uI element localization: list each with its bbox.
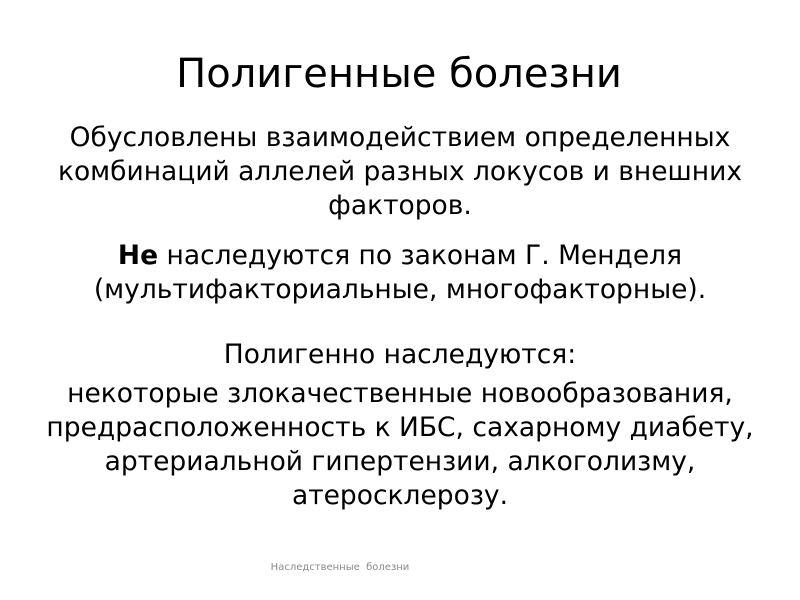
slide-footer: Наследственные болезни bbox=[270, 562, 410, 573]
slide-title-text: Полигенные болезни bbox=[176, 51, 622, 97]
paragraph-polygenic-heading: Полигенно наследуются: bbox=[223, 339, 577, 370]
paragraph-inheritance-rest: наследуются по законам Г. Менделя (мультифакториальные, многофакторные). bbox=[93, 240, 707, 305]
paragraph-causes: Обусловлены взаимодействием определенных комбинаций аллелей разных локусов и внешних факторов. bbox=[57, 122, 743, 221]
slide-title bbox=[0, 48, 800, 100]
paragraph-disease-list: некоторые злокачественные новообразования, предрасположенность к ИБС, сахарному диабету, артериальной гипертензии, алкоголизму, атеросклерозу. bbox=[46, 378, 754, 511]
paragraph-inheritance bbox=[40, 239, 760, 307]
bold-negation: Не bbox=[117, 240, 159, 271]
